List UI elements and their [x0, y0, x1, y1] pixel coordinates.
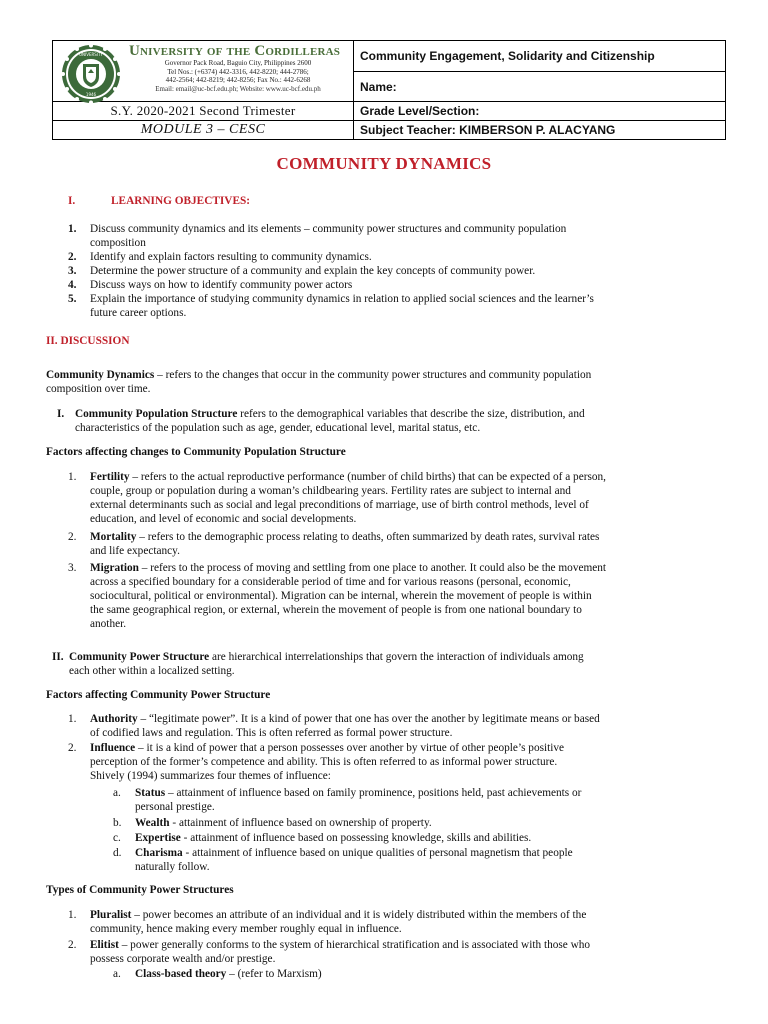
term: Mortality	[90, 531, 137, 543]
community-dynamics-definition-cont: composition over time.	[46, 383, 151, 395]
expertise-item	[135, 831, 531, 845]
sublist-letter: b.	[113, 817, 122, 829]
term: Wealth	[135, 817, 170, 829]
definition-text: are hierarchical interrelationships that govern the interaction of individuals among	[209, 651, 584, 663]
definition-text: - attainment of influence based on unique qualities of personal magnetism that people	[182, 847, 573, 859]
university-letterhead	[53, 41, 354, 102]
objective-number: 4.	[68, 279, 77, 291]
university-info	[125, 43, 351, 93]
list-text-cont: naturally follow.	[135, 861, 210, 873]
university-email-website: Email: email@uc-bcf.edu.ph; Website: www.uc-bcf.edu.ph	[155, 84, 321, 93]
fertility-item	[90, 470, 606, 484]
objective-text: Discuss community dynamics and its elements – community power structures and community population	[90, 223, 567, 235]
term: Fertility	[90, 471, 130, 483]
list-number: 1.	[68, 909, 77, 921]
university-seal-icon	[59, 43, 123, 105]
module-label: MODULE 3 – CESC	[53, 121, 354, 140]
university-address: Governor Pack Road, Baguio City, Philippines 2600	[164, 59, 312, 67]
list-text-cont: possess corporate wealth and/or prestige.	[90, 953, 276, 965]
list-text-cont: and life expectancy.	[90, 545, 180, 557]
wealth-item	[135, 816, 432, 830]
definition-text: refers to the demographical variables that describe the size, distribution, and	[237, 408, 585, 420]
list-number: 2.	[68, 531, 77, 543]
objective-text-cont: composition	[90, 237, 146, 249]
section-numeral: I.	[57, 408, 65, 420]
definition-text: – attainment of influence based on family prominence, positions held, past achievements or	[165, 787, 582, 799]
school-year: S.Y. 2020-2021 Second Trimester	[53, 102, 354, 121]
authority-item	[90, 712, 600, 726]
list-text-cont: personal prestige.	[135, 801, 215, 813]
list-text-cont: across a specified boundary for a considerable period of time and for various reasons (personal, economic,	[90, 576, 571, 588]
university-phone: Tel Nos.: (+6374) 442-3316, 442-8220; 444-2786;	[167, 67, 309, 76]
objective-number: 2.	[68, 251, 77, 263]
objective-text-cont: future career options.	[90, 307, 187, 319]
list-text-cont: community, hence making every member roughly equal in influence.	[90, 923, 402, 935]
class-based-theory-item	[135, 967, 322, 981]
list-number: 2.	[68, 939, 77, 951]
community-dynamics-definition	[46, 368, 591, 382]
discussion-heading: II. DISCUSSION	[46, 335, 130, 347]
term: Expertise	[135, 832, 181, 844]
definition-text: – “legitimate power”. It is a kind of power that one has over the another by legitimate means or based	[137, 713, 600, 725]
objectives-numeral: I.	[68, 195, 76, 207]
list-text-cont: sociocultural, political or environmental). Migration can be internal, wherein the movement of people is within	[90, 590, 592, 602]
list-text-cont: perception of the former’s competence and ability. This is often referred to as informal power structure.	[90, 756, 558, 768]
term: Influence	[90, 742, 136, 754]
svg-text:1946: 1946	[85, 92, 97, 97]
term: Migration	[90, 562, 139, 574]
charisma-item	[135, 846, 573, 860]
population-structure-definition-cont: characteristics of the population such as age, gender, educational level, marital status, etc.	[75, 422, 481, 434]
objective-text: Explain the importance of studying community dynamics in relation to applied social sciences and the learner’s	[90, 293, 594, 305]
list-text-cont: education, and level of economic and social developments.	[90, 513, 357, 525]
definition-text: - attainment of influence based on possessing knowledge, skills and abilities.	[180, 832, 532, 844]
list-number: 3.	[68, 562, 77, 574]
list-text-cont: of codified laws and regulation. This is often referred as formal power structure.	[90, 727, 453, 739]
power-structure-definition	[69, 650, 584, 664]
list-number: 1.	[68, 713, 77, 725]
course-title: Community Engagement, Solidarity and Citizenship	[354, 41, 726, 72]
list-number: 2.	[68, 742, 77, 754]
definition-text: – power becomes an attribute of an individual and it is widely distributed within the members of the	[131, 909, 587, 921]
definition-text: – (refer to Marxism)	[226, 968, 322, 980]
svg-text:UNIVERSITY: UNIVERSITY	[79, 52, 103, 57]
subject-teacher: Subject Teacher: KIMBERSON P. ALACYANG	[354, 121, 726, 140]
definition-text: – refers to the changes that occur in the community power structures and community population	[154, 369, 592, 381]
list-text-cont: another.	[90, 618, 127, 630]
university-name: University of the Cordilleras	[129, 43, 341, 59]
list-text-cont: couple, group or population during a woman’s childbearing years. Fertility rates are subject to internal and	[90, 485, 571, 497]
definition-text: – refers to the demographic process relating to deaths, often summarized by death rates, survival rates	[136, 531, 600, 543]
term: Pluralist	[90, 909, 132, 921]
term: Community Dynamics	[46, 369, 155, 381]
name-field[interactable]: Name:	[354, 72, 726, 102]
influence-item	[90, 741, 564, 755]
term: Community Power Structure	[69, 651, 210, 663]
definition-text: – power generally conforms to the system of hierarchical stratification and is associated with those who	[118, 939, 591, 951]
grade-level-field[interactable]: Grade Level/Section:	[354, 102, 726, 121]
elitist-item	[90, 938, 590, 952]
objective-number: 3.	[68, 265, 77, 277]
objectives-heading: LEARNING OBJECTIVES:	[111, 195, 251, 207]
subheading-power-factors: Factors affecting Community Power Structure	[46, 689, 271, 701]
term: Authority	[90, 713, 138, 725]
term: Charisma	[135, 847, 183, 859]
migration-item	[90, 561, 606, 575]
term: Status	[135, 787, 166, 799]
subheading-power-types: Types of Community Power Structures	[46, 884, 234, 896]
objective-number: 5.	[68, 293, 77, 305]
list-text-cont: external determinants such as social and legal preconditions of marriage, use of birth control methods, level of	[90, 499, 589, 511]
definition-text: – refers to the actual reproductive performance (number of child births) that can be expected of a person,	[129, 471, 606, 483]
header-table	[52, 40, 726, 140]
pluralist-item	[90, 908, 586, 922]
mortality-item	[90, 530, 599, 544]
sublist-letter: a.	[113, 968, 121, 980]
objective-text: Identify and explain factors resulting to community dynamics.	[90, 251, 372, 263]
population-structure-definition	[75, 407, 585, 421]
list-number: 1.	[68, 471, 77, 483]
page-title: COMMUNITY DYNAMICS	[276, 154, 492, 173]
sublist-letter: d.	[113, 847, 122, 859]
term: Community Population Structure	[75, 408, 238, 420]
objective-number: 1.	[68, 223, 77, 235]
objective-text: Discuss ways on how to identify community power actors	[90, 279, 353, 291]
list-text-cont: the same geographical region, or external, wherein the movement of people is from one national boundary to	[90, 604, 582, 616]
objective-text: Determine the power structure of a community and explain the key concepts of community power.	[90, 265, 536, 277]
subheading-population-factors: Factors affecting changes to Community Population Structure	[46, 446, 346, 458]
definition-text: - attainment of influence based on ownership of property.	[169, 817, 432, 829]
university-phone-fax: 442-2564; 442-8219; 442-8256; Fax No.: 442-6268	[165, 76, 311, 85]
list-text-cont: Shively (1994) summarizes four themes of influence:	[90, 770, 331, 782]
power-structure-definition-cont: each other within a localized setting.	[69, 665, 235, 677]
sublist-letter: c.	[113, 832, 121, 844]
term: Elitist	[90, 939, 119, 951]
sublist-letter: a.	[113, 787, 121, 799]
document-header	[52, 40, 717, 138]
status-item	[135, 786, 581, 800]
term: Class-based theory	[135, 968, 227, 980]
section-numeral: II.	[52, 651, 64, 663]
definition-text: – it is a kind of power that a person possesses over another by virtue of other people’s positive	[135, 742, 565, 754]
definition-text: – refers to the process of moving and settling from one place to another. It could also be the movement	[138, 562, 607, 574]
